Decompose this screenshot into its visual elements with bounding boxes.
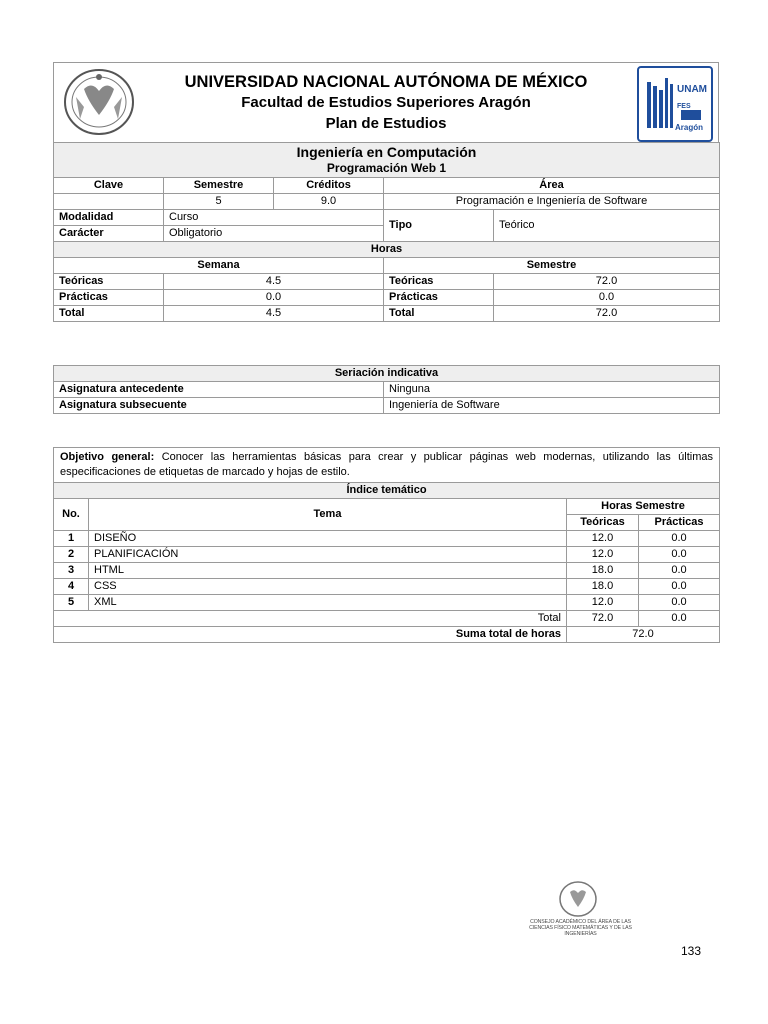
- teoricas-sem-value: 72.0: [494, 274, 720, 290]
- caracter-label: Carácter: [54, 226, 164, 242]
- row-practicas: 0.0: [639, 531, 720, 547]
- caracter-value: Obligatorio: [164, 226, 384, 242]
- row-practicas: 0.0: [639, 595, 720, 611]
- creditos-header: Créditos: [274, 178, 384, 194]
- row-teoricas: 12.0: [567, 547, 639, 563]
- subsecuente-label: Asignatura subsecuente: [54, 398, 384, 414]
- antecedente-value: Ninguna: [384, 382, 720, 398]
- row-no: 4: [54, 579, 89, 595]
- clave-value: [54, 194, 164, 210]
- plan-title: Plan de Estudios: [325, 115, 447, 132]
- creditos-value: 9.0: [274, 194, 384, 210]
- total-week-label: Total: [54, 306, 164, 322]
- document-header: [53, 62, 719, 142]
- fes-building-icon: [639, 68, 711, 140]
- teoricas-sem-label: Teóricas: [384, 274, 494, 290]
- modalidad-value: Curso: [164, 210, 384, 226]
- total-sem-label: Total: [384, 306, 494, 322]
- teoricas-week-value: 4.5: [164, 274, 384, 290]
- practicas-sem-label: Prácticas: [384, 290, 494, 306]
- council-stamp-text: CONSEJO ACADÉMICO DEL ÁREA DE LAS CIENCIAS FÍSICO MATEMÁTICAS Y DE LAS INGENIERÍAS: [529, 919, 632, 937]
- total-label: Total: [54, 611, 567, 627]
- semestre-hours-header: Semestre: [384, 258, 720, 274]
- horas-title: Horas: [54, 242, 720, 258]
- table-row: [54, 563, 720, 579]
- suma-label: Suma total de horas: [54, 627, 567, 643]
- row-teoricas: 18.0: [567, 579, 639, 595]
- table-row: [54, 595, 720, 611]
- tipo-value: Teórico: [494, 210, 720, 242]
- faculty-name: Facultad de Estudios Superiores Aragón: [241, 94, 531, 111]
- tipo-label: Tipo: [384, 210, 494, 242]
- clave-header: Clave: [54, 178, 164, 194]
- row-practicas: 0.0: [639, 579, 720, 595]
- row-tema: CSS: [89, 579, 567, 595]
- council-seal-icon: [558, 880, 598, 918]
- row-teoricas: 12.0: [567, 531, 639, 547]
- table-row: [54, 531, 720, 547]
- total-week-value: 4.5: [164, 306, 384, 322]
- logo-aragon-text: Aragón: [675, 123, 703, 132]
- total-practicas: 0.0: [639, 611, 720, 627]
- course-info-table: [53, 142, 720, 322]
- objective-label: Objetivo general:: [60, 451, 155, 463]
- university-name: UNIVERSIDAD NACIONAL AUTÓNOMA DE MÉXICO: [184, 73, 588, 91]
- career-title: Ingeniería en Computación: [296, 144, 477, 160]
- subsecuente-value: Ingeniería de Software: [384, 398, 720, 414]
- practicas-week-label: Prácticas: [54, 290, 164, 306]
- semana-header: Semana: [54, 258, 384, 274]
- row-practicas: 0.0: [639, 563, 720, 579]
- logo-unam-text: UNAM: [677, 84, 707, 95]
- page-number: 133: [681, 944, 702, 958]
- practicas-sem-value: 0.0: [494, 290, 720, 306]
- practicas-week-value: 0.0: [164, 290, 384, 306]
- row-tema: DISEÑO: [89, 531, 567, 547]
- row-no: 3: [54, 563, 89, 579]
- col-practicas-header: Prácticas: [639, 515, 720, 531]
- teoricas-week-label: Teóricas: [54, 274, 164, 290]
- logo-fes-text: FES: [677, 103, 691, 110]
- row-no: 5: [54, 595, 89, 611]
- total-sem-value: 72.0: [494, 306, 720, 322]
- area-header: Área: [384, 178, 720, 194]
- row-tema: HTML: [89, 563, 567, 579]
- row-practicas: 0.0: [639, 547, 720, 563]
- area-value: Programación e Ingeniería de Software: [384, 194, 720, 210]
- council-stamp: [523, 876, 638, 952]
- col-teoricas-header: Teóricas: [567, 515, 639, 531]
- row-no: 2: [54, 547, 89, 563]
- subject-title: Programación Web 1: [326, 161, 447, 175]
- seriacion-table: [53, 365, 720, 414]
- row-tema: PLANIFICACIÓN: [89, 547, 567, 563]
- col-tema-header: Tema: [89, 499, 567, 531]
- suma-value: 72.0: [567, 627, 720, 643]
- total-teoricas: 72.0: [567, 611, 639, 627]
- semestre-header: Semestre: [164, 178, 274, 194]
- col-no-header: No.: [54, 499, 89, 531]
- semestre-value: 5: [164, 194, 274, 210]
- fes-aragon-logo: [637, 66, 713, 142]
- modalidad-label: Modalidad: [54, 210, 164, 226]
- objective-cell: [54, 448, 720, 483]
- antecedente-label: Asignatura antecedente: [54, 382, 384, 398]
- career-cell: [54, 143, 720, 178]
- index-title: Índice temático: [54, 483, 720, 499]
- table-row: [54, 547, 720, 563]
- row-teoricas: 12.0: [567, 595, 639, 611]
- row-no: 1: [54, 531, 89, 547]
- seriacion-title: Seriación indicativa: [54, 366, 720, 382]
- thematic-index-table: [53, 447, 720, 643]
- row-teoricas: 18.0: [567, 563, 639, 579]
- col-horas-header: Horas Semestre: [567, 499, 720, 515]
- table-row: [54, 579, 720, 595]
- objective-text: Conocer las herramientas básicas para crear y publicar páginas web modernas, utilizando las últimas especificaciones de etiquetas de marcado y hojas de estilo.: [60, 451, 714, 478]
- row-tema: XML: [89, 595, 567, 611]
